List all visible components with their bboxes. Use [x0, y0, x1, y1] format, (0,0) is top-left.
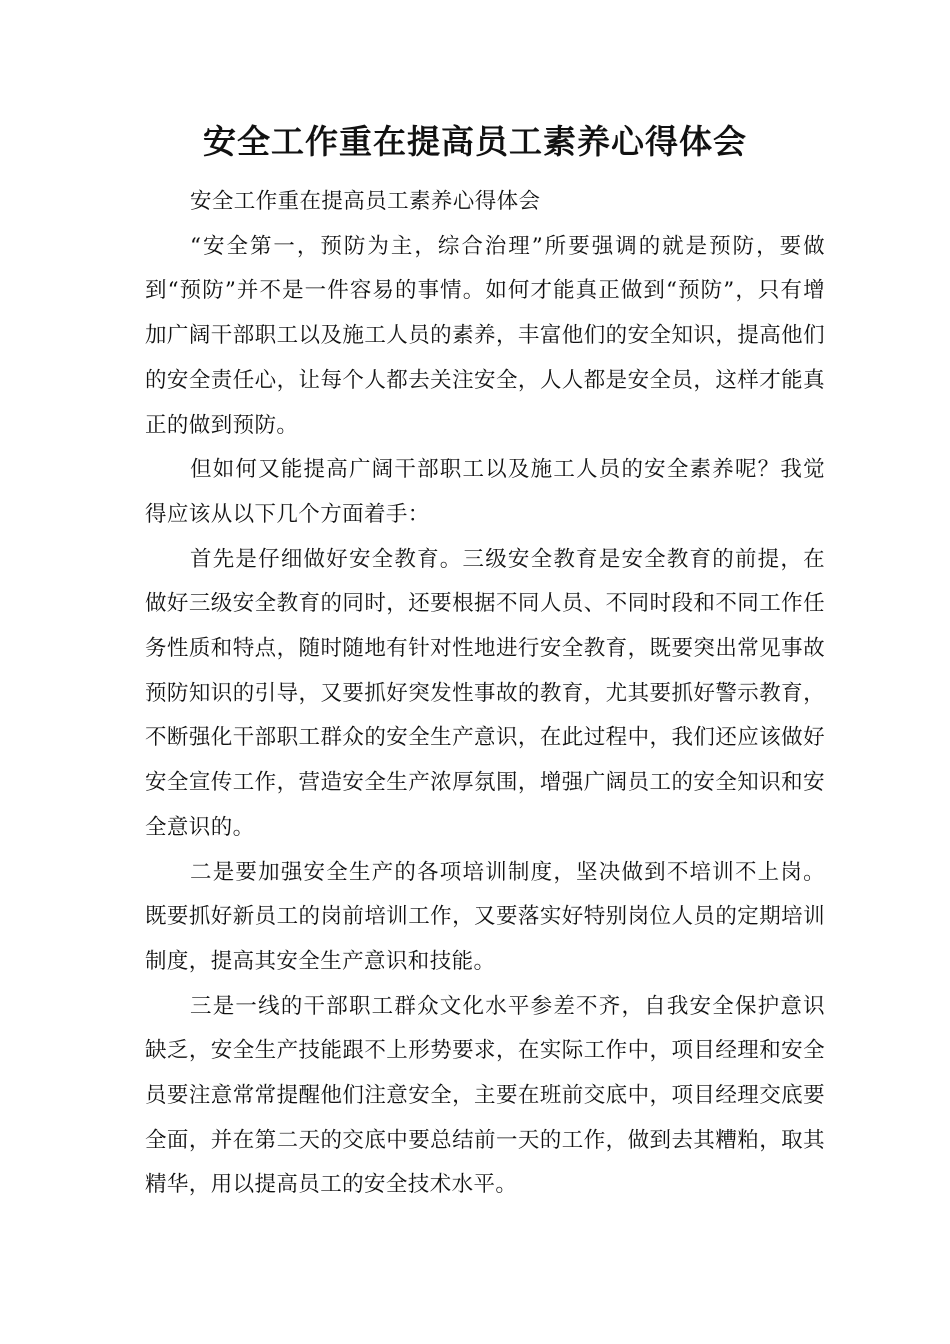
paragraph-subtitle: 安全工作重在提高员工素养心得体会 [190, 189, 541, 214]
document-body [145, 180, 825, 1208]
paragraph-education: 首先是仔细做好安全教育。三级安全教育是安全教育的前提，在做好三级安全教育的同时，还要根据不同人员、不同时段和不同工作任务性质和特点，随时随地有针对性地进行安全教育，既要突出常见事故预防知识的引导，又要抓好突发性事故的教育，尤其要抓好警示教育，不断强化干部职工群众的安全生产意识，在此过程中，我们还应该做好安全宣传工作，营造安全生产浓厚氛围，增强广阔员工的安全知识和安全意识的。 [145, 546, 825, 840]
paragraph-frontline: 三是一线的干部职工群众文化水平参差不齐，自我安全保护意识缺乏，安全生产技能跟不上形势要求，在实际工作中，项目经理和安全员要注意常常提醒他们注意安全，主要在班前交底中，项目经理交底要全面，并在第二天的交底中要总结前一天的工作，做到去其糟粕，取其精华，用以提高员工的安全技术水平。 [145, 993, 825, 1198]
paragraph-question: 但如何又能提高广阔干部职工以及施工人员的安全素养呢？我觉得应该从以下几个方面着手： [145, 457, 825, 527]
paragraph-training: 二是要加强安全生产的各项培训制度，坚决做到不培训不上岗。既要抓好新员工的岗前培训工作，又要落实好特别岗位人员的定期培训制度，提高其安全生产意识和技能。 [145, 859, 825, 974]
paragraph-prevention: “安全第一，预防为主，综合治理”所要强调的就是预防，要做到“预防”并不是一件容易的事情。如何才能真正做到“预防”，只有增加广阔干部职工以及施工人员的素养，丰富他们的安全知识，提高他们的安全责任心，让每个人都去关注安全，人人都是安全员，这样才能真正的做到预防。 [145, 233, 825, 438]
document-title: 安全工作重在提高员工素养心得体会 [203, 122, 747, 161]
